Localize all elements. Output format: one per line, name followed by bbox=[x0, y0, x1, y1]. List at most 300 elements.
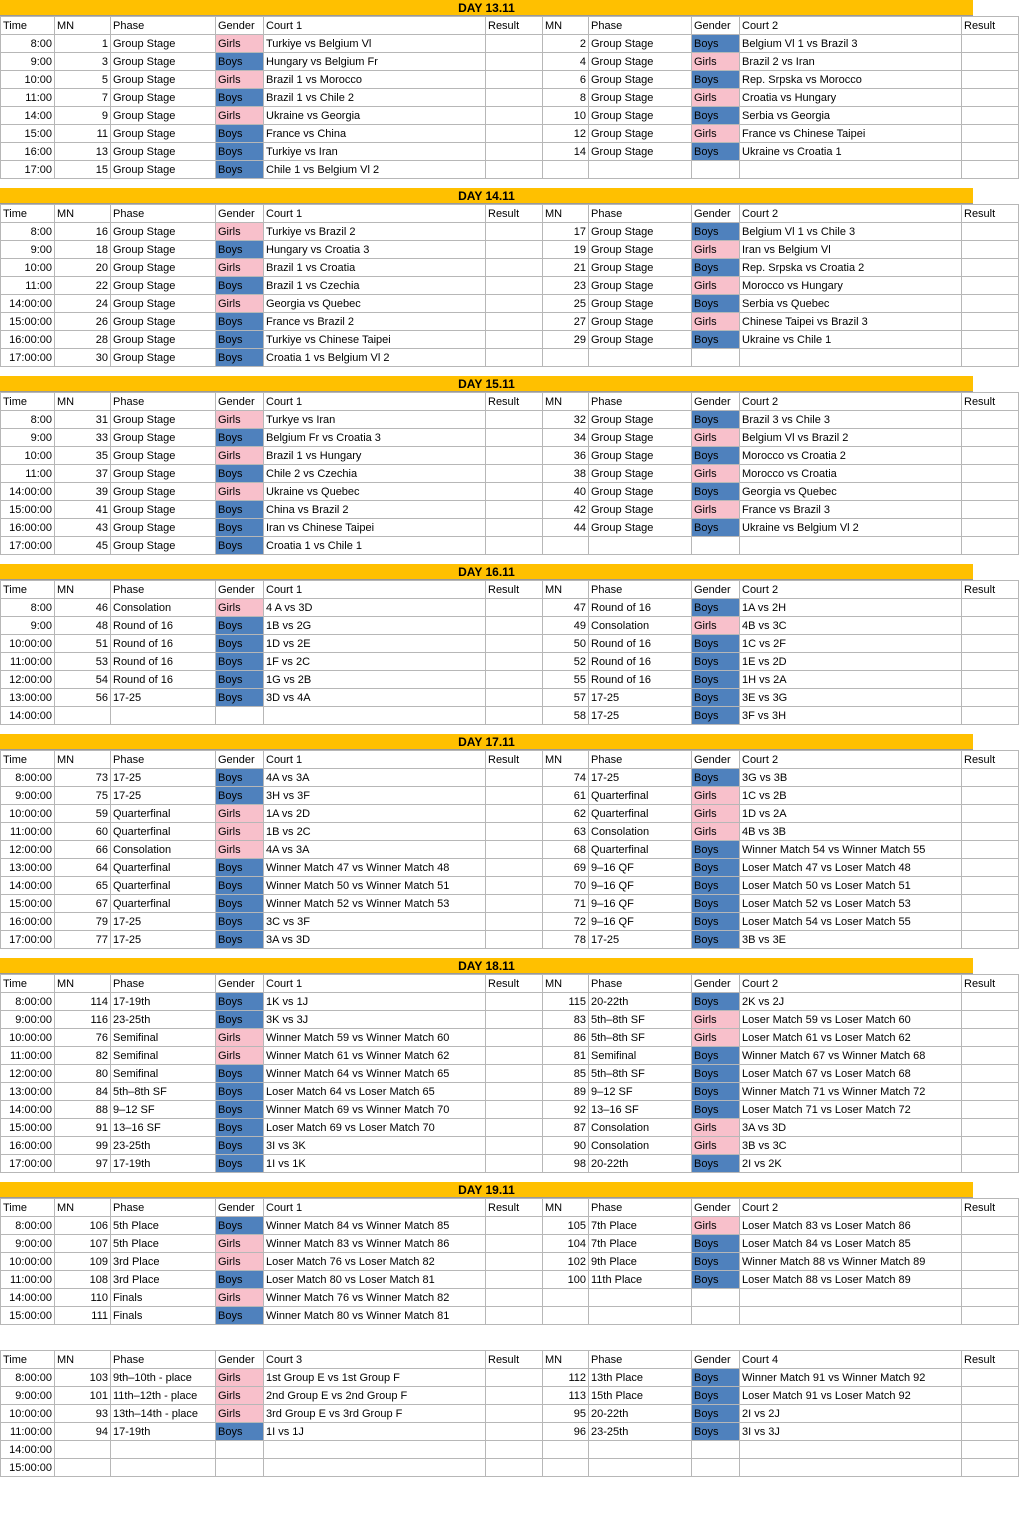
result-cell-a[interactable] bbox=[486, 107, 543, 125]
match-number[interactable]: 97 bbox=[55, 1155, 111, 1173]
phase-cell[interactable]: Group Stage bbox=[111, 277, 216, 295]
phase-cell[interactable] bbox=[111, 1459, 216, 1477]
time-cell[interactable]: 10:00:00 bbox=[1, 1253, 55, 1271]
result-cell-a[interactable] bbox=[486, 1101, 543, 1119]
time-cell[interactable]: 8:00:00 bbox=[1, 1369, 55, 1387]
match-court-b[interactable]: Loser Match 88 vs Loser Match 89 bbox=[740, 1271, 962, 1289]
match-court-b[interactable]: 2I vs 2J bbox=[740, 1405, 962, 1423]
result-cell-b[interactable] bbox=[962, 501, 1019, 519]
header-court-b[interactable]: Court 2 bbox=[740, 17, 962, 35]
time-cell[interactable]: 14:00:00 bbox=[1, 877, 55, 895]
phase-cell[interactable]: Group Stage bbox=[589, 331, 692, 349]
header-phase[interactable]: Phase bbox=[111, 1199, 216, 1217]
phase-cell[interactable]: Group Stage bbox=[111, 107, 216, 125]
gender-cell[interactable]: Boys bbox=[216, 895, 264, 913]
match-court-a[interactable]: 3I vs 3K bbox=[264, 1137, 486, 1155]
header-time[interactable]: Time bbox=[1, 205, 55, 223]
match-court-b[interactable]: Loser Match 54 vs Loser Match 55 bbox=[740, 913, 962, 931]
result-cell-a[interactable] bbox=[486, 143, 543, 161]
phase-cell[interactable]: 9th–10th - place bbox=[111, 1369, 216, 1387]
match-number[interactable]: 99 bbox=[55, 1137, 111, 1155]
phase-cell[interactable] bbox=[589, 161, 692, 179]
match-number[interactable]: 85 bbox=[543, 1065, 589, 1083]
gender-cell[interactable]: Girls bbox=[692, 465, 740, 483]
gender-cell[interactable]: Girls bbox=[216, 841, 264, 859]
time-cell[interactable]: 14:00:00 bbox=[1, 1289, 55, 1307]
result-cell-a[interactable] bbox=[486, 1235, 543, 1253]
match-number[interactable]: 46 bbox=[55, 599, 111, 617]
time-cell[interactable]: 14:00:00 bbox=[1, 483, 55, 501]
match-number[interactable]: 18 bbox=[55, 241, 111, 259]
gender-cell[interactable]: Boys bbox=[216, 1271, 264, 1289]
match-court-b[interactable]: 2I vs 2K bbox=[740, 1155, 962, 1173]
phase-cell[interactable]: Finals bbox=[111, 1307, 216, 1325]
match-number[interactable]: 15 bbox=[55, 161, 111, 179]
phase-cell[interactable]: 3rd Place bbox=[111, 1253, 216, 1271]
header-phase[interactable]: Phase bbox=[589, 17, 692, 35]
time-cell[interactable]: 15:00 bbox=[1, 125, 55, 143]
phase-cell[interactable]: Consolation bbox=[111, 599, 216, 617]
match-court-b[interactable]: Loser Match 84 vs Loser Match 85 bbox=[740, 1235, 962, 1253]
match-court-a[interactable]: Winner Match 50 vs Winner Match 51 bbox=[264, 877, 486, 895]
match-court-a[interactable]: Winner Match 61 vs Winner Match 62 bbox=[264, 1047, 486, 1065]
header-result-a[interactable]: Result bbox=[486, 205, 543, 223]
match-number[interactable]: 3 bbox=[55, 53, 111, 71]
match-number[interactable]: 100 bbox=[543, 1271, 589, 1289]
phase-cell[interactable]: 17-19th bbox=[111, 1423, 216, 1441]
match-number[interactable]: 68 bbox=[543, 841, 589, 859]
gender-cell[interactable]: Boys bbox=[692, 841, 740, 859]
match-court-b[interactable]: 3A vs 3D bbox=[740, 1119, 962, 1137]
gender-cell[interactable]: Boys bbox=[216, 1011, 264, 1029]
time-cell[interactable]: 13:00:00 bbox=[1, 1083, 55, 1101]
phase-cell[interactable]: 9–16 QF bbox=[589, 913, 692, 931]
result-cell-b[interactable] bbox=[962, 1029, 1019, 1047]
match-court-b[interactable]: 1A vs 2H bbox=[740, 599, 962, 617]
match-number[interactable]: 22 bbox=[55, 277, 111, 295]
match-number[interactable]: 40 bbox=[543, 483, 589, 501]
header-court-a[interactable]: Court 1 bbox=[264, 205, 486, 223]
match-number[interactable]: 30 bbox=[55, 349, 111, 367]
match-number[interactable] bbox=[543, 1459, 589, 1477]
gender-cell[interactable]: Boys bbox=[216, 931, 264, 949]
header-gender[interactable]: Gender bbox=[216, 751, 264, 769]
result-cell-b[interactable] bbox=[962, 1217, 1019, 1235]
phase-cell[interactable]: 17-25 bbox=[589, 689, 692, 707]
time-cell[interactable]: 15:00:00 bbox=[1, 895, 55, 913]
result-cell-b[interactable] bbox=[962, 241, 1019, 259]
match-number[interactable]: 65 bbox=[55, 877, 111, 895]
result-cell-a[interactable] bbox=[486, 769, 543, 787]
match-court-b[interactable] bbox=[740, 349, 962, 367]
match-number[interactable]: 67 bbox=[55, 895, 111, 913]
time-cell[interactable]: 16:00:00 bbox=[1, 331, 55, 349]
phase-cell[interactable]: 5th–8th SF bbox=[589, 1011, 692, 1029]
gender-cell[interactable]: Boys bbox=[692, 1253, 740, 1271]
result-cell-b[interactable] bbox=[962, 1137, 1019, 1155]
header-phase[interactable]: Phase bbox=[111, 1351, 216, 1369]
phase-cell[interactable]: Group Stage bbox=[589, 71, 692, 89]
gender-cell[interactable] bbox=[692, 1459, 740, 1477]
match-court-b[interactable]: 2K vs 2J bbox=[740, 993, 962, 1011]
gender-cell[interactable]: Boys bbox=[216, 349, 264, 367]
phase-cell[interactable]: Round of 16 bbox=[111, 617, 216, 635]
gender-cell[interactable] bbox=[692, 1289, 740, 1307]
gender-cell[interactable]: Boys bbox=[692, 107, 740, 125]
header-result-b[interactable]: Result bbox=[962, 1199, 1019, 1217]
gender-cell[interactable]: Boys bbox=[216, 89, 264, 107]
time-cell[interactable]: 10:00:00 bbox=[1, 1029, 55, 1047]
result-cell-a[interactable] bbox=[486, 599, 543, 617]
header-phase[interactable]: Phase bbox=[111, 393, 216, 411]
match-court-a[interactable]: Winner Match 84 vs Winner Match 85 bbox=[264, 1217, 486, 1235]
header-mn[interactable]: MN bbox=[55, 1199, 111, 1217]
match-number[interactable]: 111 bbox=[55, 1307, 111, 1325]
header-phase[interactable]: Phase bbox=[589, 751, 692, 769]
match-court-b[interactable]: Croatia vs Hungary bbox=[740, 89, 962, 107]
phase-cell[interactable]: Group Stage bbox=[589, 35, 692, 53]
gender-cell[interactable]: Boys bbox=[216, 161, 264, 179]
match-number[interactable]: 26 bbox=[55, 313, 111, 331]
match-number[interactable]: 37 bbox=[55, 465, 111, 483]
header-phase[interactable]: Phase bbox=[111, 17, 216, 35]
gender-cell[interactable] bbox=[692, 1307, 740, 1325]
result-cell-a[interactable] bbox=[486, 1137, 543, 1155]
header-court-b[interactable]: Court 2 bbox=[740, 1199, 962, 1217]
phase-cell[interactable] bbox=[111, 1441, 216, 1459]
match-court-b[interactable]: Loser Match 59 vs Loser Match 60 bbox=[740, 1011, 962, 1029]
time-cell[interactable]: 13:00:00 bbox=[1, 859, 55, 877]
match-number[interactable]: 81 bbox=[543, 1047, 589, 1065]
match-number[interactable]: 62 bbox=[543, 805, 589, 823]
result-cell-b[interactable] bbox=[962, 429, 1019, 447]
match-court-b[interactable]: Ukraine vs Croatia 1 bbox=[740, 143, 962, 161]
match-court-b[interactable]: Rep. Srpska vs Morocco bbox=[740, 71, 962, 89]
gender-cell[interactable]: Girls bbox=[216, 107, 264, 125]
phase-cell[interactable]: Group Stage bbox=[111, 349, 216, 367]
phase-cell[interactable] bbox=[589, 1289, 692, 1307]
gender-cell[interactable]: Girls bbox=[692, 125, 740, 143]
time-cell[interactable]: 15:00:00 bbox=[1, 1119, 55, 1137]
result-cell-b[interactable] bbox=[962, 1289, 1019, 1307]
phase-cell[interactable]: Group Stage bbox=[111, 241, 216, 259]
gender-cell[interactable]: Boys bbox=[216, 429, 264, 447]
time-cell[interactable]: 8:00 bbox=[1, 599, 55, 617]
gender-cell[interactable]: Girls bbox=[692, 1137, 740, 1155]
gender-cell[interactable]: Boys bbox=[216, 617, 264, 635]
result-cell-b[interactable] bbox=[962, 1253, 1019, 1271]
header-mn[interactable]: MN bbox=[55, 393, 111, 411]
phase-cell[interactable]: 5th Place bbox=[111, 1217, 216, 1235]
phase-cell[interactable]: Group Stage bbox=[589, 241, 692, 259]
gender-cell[interactable]: Boys bbox=[692, 71, 740, 89]
result-cell-b[interactable] bbox=[962, 411, 1019, 429]
gender-cell[interactable]: Boys bbox=[692, 143, 740, 161]
gender-cell[interactable]: Girls bbox=[692, 1119, 740, 1137]
match-number[interactable]: 17 bbox=[543, 223, 589, 241]
phase-cell[interactable]: Group Stage bbox=[589, 465, 692, 483]
gender-cell[interactable]: Girls bbox=[216, 1405, 264, 1423]
phase-cell[interactable]: Group Stage bbox=[111, 35, 216, 53]
header-gender[interactable]: Gender bbox=[216, 1199, 264, 1217]
result-cell-a[interactable] bbox=[486, 241, 543, 259]
gender-cell[interactable]: Boys bbox=[692, 635, 740, 653]
phase-cell[interactable]: Group Stage bbox=[111, 143, 216, 161]
match-number[interactable]: 87 bbox=[543, 1119, 589, 1137]
phase-cell[interactable]: 9–12 SF bbox=[589, 1083, 692, 1101]
header-phase[interactable]: Phase bbox=[111, 975, 216, 993]
phase-cell[interactable]: Semifinal bbox=[111, 1029, 216, 1047]
result-cell-a[interactable] bbox=[486, 1459, 543, 1477]
phase-cell[interactable]: 23-25th bbox=[589, 1423, 692, 1441]
gender-cell[interactable]: Boys bbox=[692, 1083, 740, 1101]
match-court-b[interactable]: 1H vs 2A bbox=[740, 671, 962, 689]
result-cell-a[interactable] bbox=[486, 707, 543, 725]
match-court-b[interactable]: Loser Match 91 vs Loser Match 92 bbox=[740, 1387, 962, 1405]
match-court-a[interactable]: 3D vs 4A bbox=[264, 689, 486, 707]
match-number[interactable]: 57 bbox=[543, 689, 589, 707]
time-cell[interactable]: 15:00:00 bbox=[1, 501, 55, 519]
time-cell[interactable]: 13:00:00 bbox=[1, 689, 55, 707]
match-number[interactable]: 115 bbox=[543, 993, 589, 1011]
gender-cell[interactable]: Boys bbox=[216, 501, 264, 519]
match-number[interactable]: 13 bbox=[55, 143, 111, 161]
match-number[interactable]: 101 bbox=[55, 1387, 111, 1405]
result-cell-b[interactable] bbox=[962, 599, 1019, 617]
gender-cell[interactable]: Boys bbox=[216, 465, 264, 483]
match-court-b[interactable]: Winner Match 67 vs Winner Match 68 bbox=[740, 1047, 962, 1065]
match-number[interactable]: 103 bbox=[55, 1369, 111, 1387]
match-court-b[interactable]: Georgia vs Quebec bbox=[740, 483, 962, 501]
phase-cell[interactable]: Semifinal bbox=[111, 1065, 216, 1083]
gender-cell[interactable]: Girls bbox=[216, 1369, 264, 1387]
gender-cell[interactable]: Girls bbox=[692, 89, 740, 107]
match-number[interactable]: 2 bbox=[543, 35, 589, 53]
match-court-a[interactable]: 1st Group E vs 1st Group F bbox=[264, 1369, 486, 1387]
match-court-a[interactable]: China vs Brazil 2 bbox=[264, 501, 486, 519]
match-court-b[interactable]: 1D vs 2A bbox=[740, 805, 962, 823]
gender-cell[interactable]: Boys bbox=[216, 1423, 264, 1441]
header-gender[interactable]: Gender bbox=[692, 17, 740, 35]
gender-cell[interactable]: Boys bbox=[216, 1101, 264, 1119]
match-court-a[interactable]: Winner Match 80 vs Winner Match 81 bbox=[264, 1307, 486, 1325]
phase-cell[interactable]: Group Stage bbox=[589, 411, 692, 429]
result-cell-b[interactable] bbox=[962, 1065, 1019, 1083]
gender-cell[interactable]: Boys bbox=[216, 1083, 264, 1101]
header-result-a[interactable]: Result bbox=[486, 581, 543, 599]
match-court-a[interactable]: Brazil 1 vs Croatia bbox=[264, 259, 486, 277]
header-court-a[interactable]: Court 1 bbox=[264, 581, 486, 599]
match-court-b[interactable]: 3F vs 3H bbox=[740, 707, 962, 725]
phase-cell[interactable]: Group Stage bbox=[589, 277, 692, 295]
match-court-b[interactable]: Winner Match 88 vs Winner Match 89 bbox=[740, 1253, 962, 1271]
match-number[interactable]: 28 bbox=[55, 331, 111, 349]
result-cell-b[interactable] bbox=[962, 993, 1019, 1011]
header-gender[interactable]: Gender bbox=[692, 205, 740, 223]
result-cell-b[interactable] bbox=[962, 689, 1019, 707]
result-cell-a[interactable] bbox=[486, 125, 543, 143]
time-cell[interactable]: 11:00 bbox=[1, 465, 55, 483]
result-cell-b[interactable] bbox=[962, 71, 1019, 89]
result-cell-b[interactable] bbox=[962, 1119, 1019, 1137]
header-result-b[interactable]: Result bbox=[962, 581, 1019, 599]
match-court-a[interactable]: France vs China bbox=[264, 125, 486, 143]
header-time[interactable]: Time bbox=[1, 581, 55, 599]
match-court-a[interactable]: Turkiye vs Iran bbox=[264, 143, 486, 161]
time-cell[interactable]: 17:00:00 bbox=[1, 931, 55, 949]
time-cell[interactable]: 11:00:00 bbox=[1, 653, 55, 671]
time-cell[interactable]: 15:00:00 bbox=[1, 1459, 55, 1477]
phase-cell[interactable] bbox=[589, 537, 692, 555]
match-court-b[interactable]: 3G vs 3B bbox=[740, 769, 962, 787]
match-number[interactable]: 95 bbox=[543, 1405, 589, 1423]
gender-cell[interactable]: Girls bbox=[216, 823, 264, 841]
result-cell-b[interactable] bbox=[962, 931, 1019, 949]
gender-cell[interactable]: Girls bbox=[692, 277, 740, 295]
match-number[interactable]: 98 bbox=[543, 1155, 589, 1173]
match-number[interactable]: 69 bbox=[543, 859, 589, 877]
gender-cell[interactable]: Girls bbox=[216, 71, 264, 89]
match-court-a[interactable]: 1D vs 2E bbox=[264, 635, 486, 653]
match-number[interactable]: 75 bbox=[55, 787, 111, 805]
result-cell-a[interactable] bbox=[486, 1083, 543, 1101]
match-number[interactable]: 5 bbox=[55, 71, 111, 89]
match-number[interactable]: 80 bbox=[55, 1065, 111, 1083]
time-cell[interactable]: 10:00 bbox=[1, 447, 55, 465]
gender-cell[interactable]: Girls bbox=[216, 295, 264, 313]
result-cell-b[interactable] bbox=[962, 877, 1019, 895]
gender-cell[interactable]: Girls bbox=[692, 429, 740, 447]
gender-cell[interactable]: Boys bbox=[692, 877, 740, 895]
match-court-b[interactable]: Loser Match 67 vs Loser Match 68 bbox=[740, 1065, 962, 1083]
phase-cell[interactable]: Group Stage bbox=[111, 537, 216, 555]
match-court-a[interactable]: 3rd Group E vs 3rd Group F bbox=[264, 1405, 486, 1423]
match-court-a[interactable]: Winner Match 83 vs Winner Match 86 bbox=[264, 1235, 486, 1253]
match-number[interactable]: 59 bbox=[55, 805, 111, 823]
gender-cell[interactable]: Boys bbox=[216, 653, 264, 671]
match-number[interactable]: 1 bbox=[55, 35, 111, 53]
time-cell[interactable]: 14:00:00 bbox=[1, 1101, 55, 1119]
header-phase[interactable]: Phase bbox=[589, 581, 692, 599]
phase-cell[interactable]: 5th–8th SF bbox=[589, 1029, 692, 1047]
phase-cell[interactable]: 17-25 bbox=[111, 787, 216, 805]
header-time[interactable]: Time bbox=[1, 751, 55, 769]
gender-cell[interactable]: Girls bbox=[692, 1011, 740, 1029]
match-number[interactable]: 12 bbox=[543, 125, 589, 143]
result-cell-b[interactable] bbox=[962, 1369, 1019, 1387]
gender-cell[interactable]: Boys bbox=[692, 931, 740, 949]
result-cell-b[interactable] bbox=[962, 89, 1019, 107]
result-cell-a[interactable] bbox=[486, 877, 543, 895]
header-phase[interactable]: Phase bbox=[111, 581, 216, 599]
gender-cell[interactable]: Boys bbox=[216, 53, 264, 71]
phase-cell[interactable]: Group Stage bbox=[111, 483, 216, 501]
result-cell-b[interactable] bbox=[962, 53, 1019, 71]
result-cell-b[interactable] bbox=[962, 1101, 1019, 1119]
header-phase[interactable]: Phase bbox=[589, 975, 692, 993]
match-number[interactable]: 31 bbox=[55, 411, 111, 429]
header-gender[interactable]: Gender bbox=[216, 205, 264, 223]
result-cell-b[interactable] bbox=[962, 1423, 1019, 1441]
match-court-a[interactable]: Loser Match 76 vs Loser Match 82 bbox=[264, 1253, 486, 1271]
result-cell-a[interactable] bbox=[486, 1441, 543, 1459]
result-cell-b[interactable] bbox=[962, 537, 1019, 555]
match-court-a[interactable]: Brazil 1 vs Czechia bbox=[264, 277, 486, 295]
match-court-a[interactable]: 1I vs 1K bbox=[264, 1155, 486, 1173]
phase-cell[interactable]: Group Stage bbox=[111, 161, 216, 179]
match-number[interactable]: 38 bbox=[543, 465, 589, 483]
phase-cell[interactable]: Round of 16 bbox=[589, 599, 692, 617]
phase-cell[interactable]: Round of 16 bbox=[111, 671, 216, 689]
match-number[interactable]: 96 bbox=[543, 1423, 589, 1441]
header-court-b[interactable]: Court 2 bbox=[740, 581, 962, 599]
header-result-a[interactable]: Result bbox=[486, 1199, 543, 1217]
match-court-a[interactable]: Loser Match 69 vs Loser Match 70 bbox=[264, 1119, 486, 1137]
match-number[interactable]: 78 bbox=[543, 931, 589, 949]
header-time[interactable]: Time bbox=[1, 393, 55, 411]
result-cell-a[interactable] bbox=[486, 447, 543, 465]
match-court-a[interactable]: Winner Match 59 vs Winner Match 60 bbox=[264, 1029, 486, 1047]
phase-cell[interactable] bbox=[111, 707, 216, 725]
header-result-a[interactable]: Result bbox=[486, 751, 543, 769]
header-gender[interactable]: Gender bbox=[692, 751, 740, 769]
header-time[interactable]: Time bbox=[1, 17, 55, 35]
match-number[interactable]: 113 bbox=[543, 1387, 589, 1405]
match-number[interactable]: 112 bbox=[543, 1369, 589, 1387]
result-cell-b[interactable] bbox=[962, 161, 1019, 179]
gender-cell[interactable]: Boys bbox=[692, 35, 740, 53]
phase-cell[interactable]: 17-25 bbox=[589, 769, 692, 787]
phase-cell[interactable]: Group Stage bbox=[589, 295, 692, 313]
phase-cell[interactable]: Round of 16 bbox=[589, 653, 692, 671]
gender-cell[interactable] bbox=[216, 707, 264, 725]
gender-cell[interactable]: Boys bbox=[692, 1369, 740, 1387]
phase-cell[interactable]: 17-25 bbox=[589, 707, 692, 725]
match-number[interactable]: 64 bbox=[55, 859, 111, 877]
phase-cell[interactable]: 13th–14th - place bbox=[111, 1405, 216, 1423]
match-court-b[interactable]: Belgium Vl vs Brazil 2 bbox=[740, 429, 962, 447]
header-court-b[interactable]: Court 2 bbox=[740, 751, 962, 769]
header-gender[interactable]: Gender bbox=[692, 581, 740, 599]
gender-cell[interactable]: Girls bbox=[216, 259, 264, 277]
time-cell[interactable]: 9:00:00 bbox=[1, 787, 55, 805]
match-court-b[interactable] bbox=[740, 1289, 962, 1307]
header-phase[interactable]: Phase bbox=[589, 1351, 692, 1369]
phase-cell[interactable]: Group Stage bbox=[589, 143, 692, 161]
match-court-a[interactable]: Winner Match 69 vs Winner Match 70 bbox=[264, 1101, 486, 1119]
result-cell-a[interactable] bbox=[486, 429, 543, 447]
header-result-b[interactable]: Result bbox=[962, 751, 1019, 769]
gender-cell[interactable]: Girls bbox=[216, 411, 264, 429]
result-cell-b[interactable] bbox=[962, 223, 1019, 241]
match-number[interactable]: 74 bbox=[543, 769, 589, 787]
match-court-a[interactable]: Hungary vs Belgium Fr bbox=[264, 53, 486, 71]
time-cell[interactable]: 12:00:00 bbox=[1, 841, 55, 859]
time-cell[interactable]: 14:00:00 bbox=[1, 707, 55, 725]
match-court-b[interactable]: Chinese Taipei vs Brazil 3 bbox=[740, 313, 962, 331]
match-court-a[interactable]: France vs Brazil 2 bbox=[264, 313, 486, 331]
header-court-b[interactable]: Court 2 bbox=[740, 205, 962, 223]
match-number[interactable]: 114 bbox=[55, 993, 111, 1011]
match-court-a[interactable]: Turkiye vs Chinese Taipei bbox=[264, 331, 486, 349]
gender-cell[interactable]: Boys bbox=[216, 913, 264, 931]
gender-cell[interactable]: Girls bbox=[692, 787, 740, 805]
gender-cell[interactable]: Boys bbox=[216, 125, 264, 143]
match-number[interactable]: 42 bbox=[543, 501, 589, 519]
gender-cell[interactable]: Boys bbox=[216, 877, 264, 895]
phase-cell[interactable]: Group Stage bbox=[589, 223, 692, 241]
time-cell[interactable]: 11:00:00 bbox=[1, 1423, 55, 1441]
